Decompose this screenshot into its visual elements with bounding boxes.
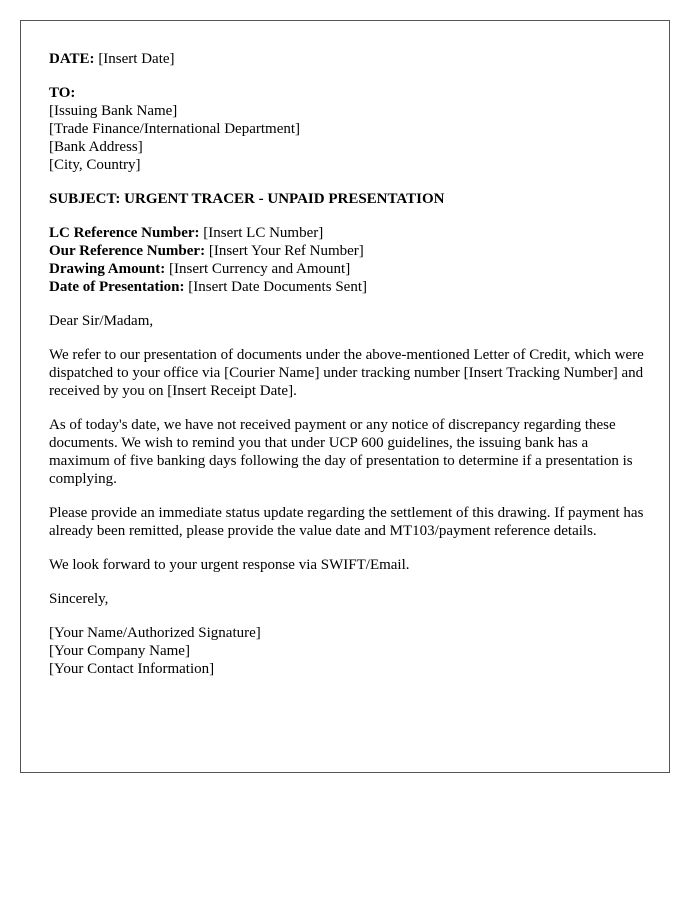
reference-value: [Insert Date Documents Sent] xyxy=(188,279,367,295)
recipient-line: [Issuing Bank Name] xyxy=(49,103,178,119)
closing: Sincerely, xyxy=(49,591,109,607)
body-paragraph: We look forward to your urgent response via SWIFT/Email. xyxy=(49,557,410,573)
body-paragraph: As of today's date, we have not received payment or any notice of discrepancy regarding these documents. We wish to remind you that under UCP 600 guidelines, the issuing bank has a maximum of five banking days following the day of presentation to determine if a presentation is complying. xyxy=(49,417,633,487)
reference-value: [Insert Your Ref Number] xyxy=(208,243,364,259)
body-paragraph: Please provide an immediate status update regarding the settlement of this drawing. If payment has already been remitted, please provide the value date and MT103/payment reference details. xyxy=(49,505,644,539)
reference-block xyxy=(49,224,649,296)
recipient-line: [Bank Address] xyxy=(49,139,143,155)
to-label: TO: xyxy=(49,85,76,101)
reference-label: Our Reference Number: xyxy=(49,243,206,259)
signature-block xyxy=(49,624,649,678)
reference-label: Date of Presentation: xyxy=(49,279,185,295)
signature-line: [Your Contact Information] xyxy=(49,661,215,677)
reference-value: [Insert LC Number] xyxy=(203,225,324,241)
date-label: DATE: xyxy=(49,51,95,67)
reference-row xyxy=(49,260,649,278)
reference-row xyxy=(49,278,649,296)
reference-value: [Insert Currency and Amount] xyxy=(169,261,351,277)
recipient-line: [City, Country] xyxy=(49,157,141,173)
date-line xyxy=(49,50,649,68)
recipient-line: [Trade Finance/International Department] xyxy=(49,121,301,137)
body-paragraph: We refer to our presentation of documents under the above-mentioned Letter of Credit, which were dispatched to your office via [Courier Name] under tracking number [Insert Tracking Number] and received by you on [Insert Receipt Date]. xyxy=(49,347,644,399)
date-value: [Insert Date] xyxy=(98,51,175,67)
recipient-block xyxy=(49,84,649,174)
reference-label: LC Reference Number: xyxy=(49,225,200,241)
salutation: Dear Sir/Madam, xyxy=(49,313,154,329)
reference-row xyxy=(49,224,649,242)
signature-line: [Your Company Name] xyxy=(49,643,190,659)
letter-page xyxy=(20,20,670,773)
reference-row xyxy=(49,242,649,260)
reference-label: Drawing Amount: xyxy=(49,261,166,277)
subject-text: SUBJECT: URGENT TRACER - UNPAID PRESENTATION xyxy=(49,191,445,207)
signature-line: [Your Name/Authorized Signature] xyxy=(49,625,261,641)
subject-line xyxy=(49,190,649,208)
